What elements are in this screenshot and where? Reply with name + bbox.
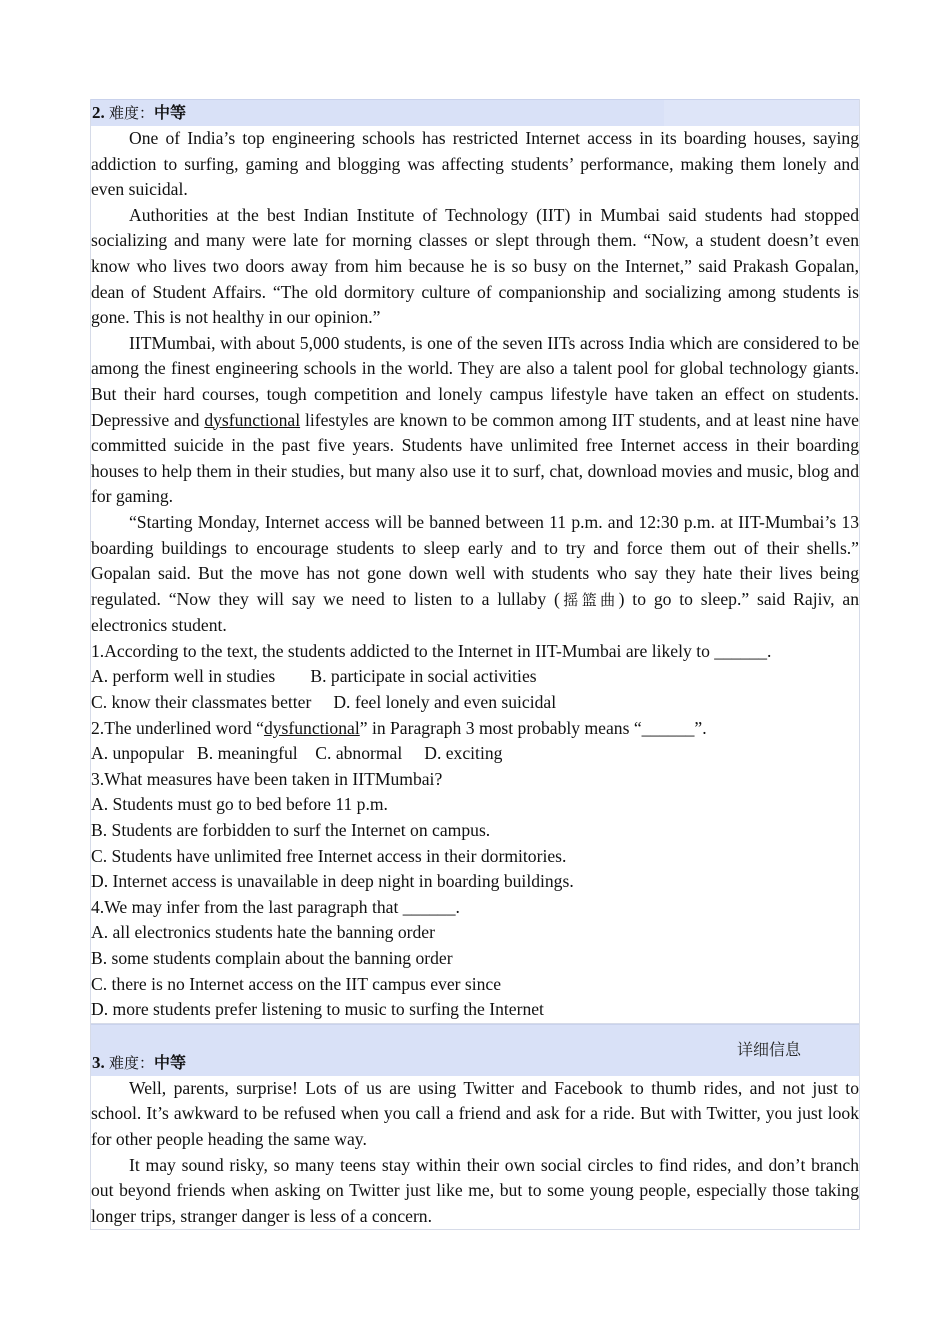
paragraph-4-text: “Starting Monday, Internet access will be banned between 11 p.m. and 12:30 p.m. at IIT-Mumbai’s 13 boarding buildings to encourage students to sleep early and to try and force them out of their shells.” Gopalan said. But the move has not gone down well with students who say they hate their lives being regulated. “Now they will say we need to listen to a lullaby ( [91,511,859,609]
question-block-2 [90,99,860,1024]
underlined-word: dysfunctional [263,717,360,738]
question-number: 2. [92,103,105,122]
question-4-option-c: C. there is no Internet access on the IIT campus ever since [91,973,502,994]
question-2-options: A. unpopular B. meaningful C. abnormal D. exciting [91,743,503,764]
question-3-option-b: B. Students are forbidden to surf the Internet on campus. [91,820,491,841]
question-3-option-a: A. Students must go to bed before 11 p.m. [91,794,388,815]
paragraph-1: Well, parents, surprise! Lots of us are using Twitter and Facebook to thumb rides, and not just to school. It’s awkward to be refused when you call a friend and ask for a ride. But with Twitter, you just look for other people heading the same way. [91,1077,859,1149]
question-4-option-a: A. all electronics students hate the banning order [91,922,435,943]
question-number: 3. [92,1052,105,1072]
difficulty-level: 中等 [154,103,187,122]
question-block-3 [90,1024,860,1231]
question-4-option-d: D. more students prefer listening to music to surfing the Internet [91,999,544,1020]
paragraph-2: It may sound risky, so many teens stay within their own social circles to find rides, and don’t branch out beyond friends when asking on Twitter just like me, but to some young people, especially those taking longer trips, stranger danger is less of a concern. [91,1154,859,1226]
question-3-option-c: C. Students have unlimited free Internet access in their dormitories. [91,845,567,866]
difficulty-label: 难度： [109,1053,155,1072]
passage-body [91,126,859,1023]
detail-info-link[interactable]: 详细信息 [736,1039,801,1059]
question-3: 3.What measures have been taken in IITMumbai? [91,768,443,789]
question-header-3 [91,1024,859,1076]
question-2-text-end: ” in Paragraph 3 most probably means “______”. [359,717,707,738]
question-1: 1.According to the text, the students addicted to the Internet in IIT-Mumbai are likely to ______. [91,640,772,661]
difficulty-level: 中等 [154,1052,187,1072]
paragraph-3-text-end: lifestyles are known to be common among IIT students, and at least nine have committed suicide in the past five years. Students have unlimited free Internet access in their boarding houses to help them in their studies, but many also use it to surf, chat, download movies and music, blog and for gaming. [91,409,859,507]
header-shade [664,100,859,126]
question-4: 4.We may infer from the last paragraph that ______. [91,896,460,917]
difficulty-label: 难度： [109,104,155,122]
question-4-option-b: B. some students complain about the banning order [91,948,453,968]
question-3-option-d: D. Internet access is unavailable in deep night in boarding buildings. [91,871,574,892]
document-page [90,99,860,1230]
question-1-options-ab: A. perform well in studies B. participate in social activities [91,666,537,687]
paragraph-1: One of India’s top engineering schools has restricted Internet access in its boarding houses, saying addiction to surfing, gaming and blogging was affecting students’ performance, making them lonely and even suicidal. [91,128,859,200]
question-1-options-cd: C. know their classmates better D. feel lonely and even suicidal [91,692,557,713]
paragraph-4-text-end: ) to go to sleep.” said Rajiv, an electronics student. [91,588,859,636]
paragraph-2: Authorities at the best Indian Institute of Technology (IIT) in Mumbai said students had stopped socializing and many were late for morning classes or slept through them. “Now, a student doesn’t even know who lives two doors away from him because he is so busy on the Internet,” said Prakash Gopalan, dean of Student Affairs. “The old dormitory culture of companionship and socializing among students is gone. This is not healthy in our opinion.” [91,204,859,328]
question-2 [91,716,859,742]
paragraph-4 [91,510,859,639]
paragraph-3-text: IITMumbai, with about 5,000 students, is one of the seven IITs across India which are considered to be among the finest engineering schools in the world. They are also a talent pool for global technology giants. But their hard courses, tough competition and lonely campus lifestyle have taken an effect on students. Depressive and [91,332,859,430]
chinese-gloss: 摇篮曲 [559,590,619,609]
paragraph-3 [91,331,859,510]
question-2-text: 2.The underlined word “ [91,717,264,738]
underlined-word: dysfunctional [204,409,301,430]
question-header-2 [91,99,859,126]
passage-body [91,1076,859,1230]
